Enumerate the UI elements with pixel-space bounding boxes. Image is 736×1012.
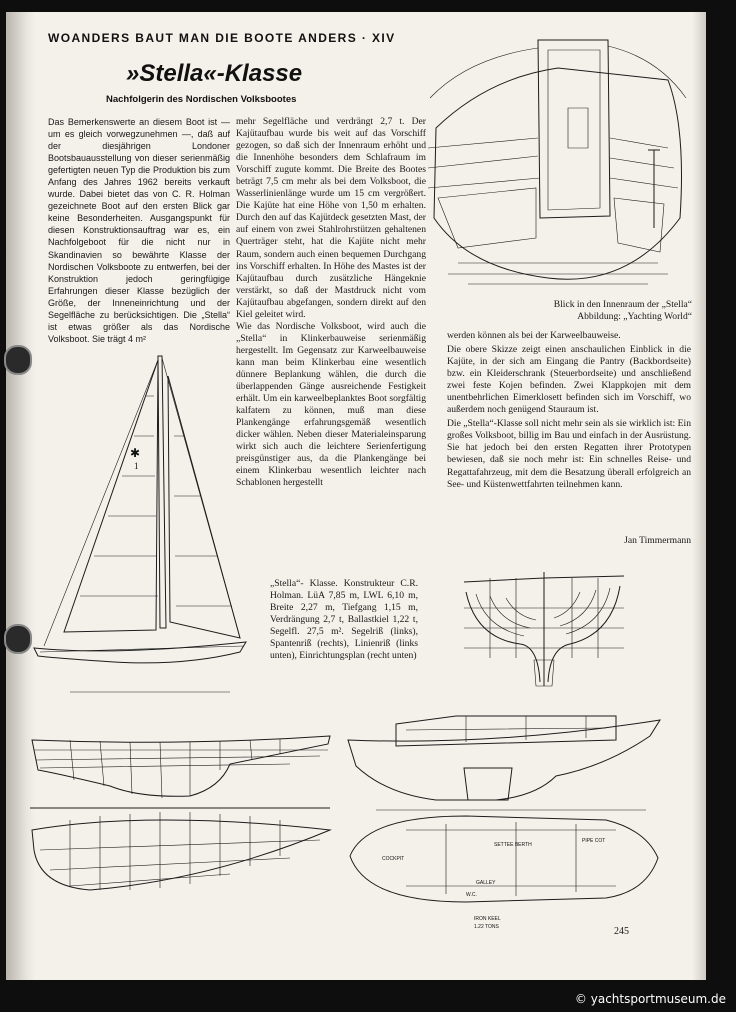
watermark-credit: © yachtsportmuseum.de [574,992,726,1006]
paragraph: Wie das Nordische Volksboot, wird auch die „Stella“ in Klinkerbauweise serienmäßig hergestellt. Im Gegensatz zur Karweelbauweise kann man beim Klinkerbau eine wesentlich dünnere Beplankung wählen, die durch die überlappenden Gänge ausreichende Festigkeit erhält. Um ein karweelbeplanktes Boot sorgfältig kalfatern zu können, muß man diese Plankengänge erfahrungsgemäß wesentlich dicker wählen. Neben dieser Materialeinsparung wirkt sich auch die leichtere Serienfertigung preisgünstiger aus, da die Plankengänge bei einem Klinkerbau wesentlich leichter nach Schablonen hergestellt [236,320,426,489]
paragraph: mehr Segelfläche und verdrängt 2,7 t. Der Kajütaufbau wurde bis weit auf das Vorschiff gezogen, so daß sich der Innenraum erhöht und die Innenhöhe besonders dem Schlafraum im Vorschiff zugute kommt. Die Breite des Bootes beträgt 7,5 cm mehr als bei dem Volksboot, die Wasserlinienlänge wurde um 15 cm vergrößert. Die Kajüte hat eine Höhe von 1,50 m erhalten. Durch den auf das Kajütdeck gesetzten Mast, der auf einem von zwei Stahlrohrstützen gehaltenen Querträger steht, hat die Kajüte nicht mehr Raum, sondern auch einen bequemen Durchgang ins Vorschiff erhalten. In Höhe des Mastes ist der Kajütaufbau durch zusätzliche Hängeknie verstärkt, so daß der Mastdruck nicht vom Kajütaufbau abgefangen, sondern direkt auf den Kiel geleitet wird. [236,116,426,320]
drawing-caption: „Stella“- Klasse. Konstrukteur C.R. Holman. LüA 7,85 m, LWL 6,10 m, Breite 2,27 m, Tiefgang 1,15 m, Verdrängung 2,7 t, Ballastkiel 1,22 t, Segelfl. 27,5 m². Segelriß (links), Spantenriß (rechts), Linienriß (links unten), Einrichtungsplan (recht unten) [270,578,418,661]
text-column-2 [236,116,426,489]
plan-label-weight: 1.22 TONS [474,924,499,930]
binder-ring [4,345,32,375]
article-subtitle: Nachfolgerin des Nordischen Volksbootes [106,94,297,105]
author-name: Jan Timmermann [624,535,691,546]
text-column-3 [447,330,691,491]
caption-line: Abbildung: „Yachting World“ [577,311,692,322]
plan-label-wc: W.C. [466,892,477,898]
page-number: 245 [614,926,629,937]
plan-label-pipe-cot: PIPE COT [582,838,606,844]
text-column-1 [48,116,230,345]
body-plan-drawing [460,568,628,688]
caption-line: Blick in den Innenraum der „Stella“ [553,299,692,310]
plan-label-cockpit: COCKPIT [382,856,405,862]
series-header: WOANDERS BAUT MAN DIE BOOTE ANDERS · XIV [48,31,396,45]
plan-label-settee: SETTEE BERTH [494,842,532,848]
accommodation-plan-drawing [346,706,664,934]
cabin-interior-sketch [428,38,690,296]
svg-text:✱: ✱ [130,446,141,460]
paragraph: werden können als bei der Karweelbauweise. [447,330,621,341]
paragraph: Das Bemerkenswerte an diesem Boot ist — um es gleich vorwegzunehmen —, daß auf der diesjährigen Londoner Bootsbauausstellung von dieser serienmäßig gefertigten neuen Typ die Produktion bis zum Anfang des Jahres 1962 bereits verkauft wurde. Dabei bietet das von C. R. Holman gezeichnete Boot auf den ersten Blick gar keine Besonderheiten. Ausgangspunkt für diesen Konstruktionsauftrag war es, ein Nachfolgeboot für die nicht nur in Skandinavien so bewährte Klasse der Nordischen Volksboote zu entwerfen, bei der Konstruktion jedoch geringfügige Erfahrungen dieser Klasse bezüglich der Größe, der Inneneinrichtung und der Segelfläche zu berücksichtigen. Die „Stella“ ist etwas größer als das Nordische Volksboot. Sie trägt 4 m² [48,117,230,344]
sail-plan-drawing [34,356,254,676]
plan-label-galley: GALLEY [476,880,496,886]
paragraph: Die obere Skizze zeigt einen anschaulichen Einblick in die Kajüte, in der sich am Eingang die Pantry (Backbordseite) bzw. ein Kleiderschrank (Steuerbordseite) und anschließend zwei feste Kojen befinden. Zwei Klappkojen mit dem unentbehrlichen Eimerklosett befinden sich im Vorschiff, wo außerdem noch genügend Stauraum ist. [447,344,691,416]
lines-plan-drawing [30,690,336,930]
interior-caption [430,299,692,323]
sail-insignia: 1 [134,461,139,471]
binder-ring [4,624,32,654]
plan-label-keel: IRON KEEL [474,916,501,922]
page-binding-right [692,12,706,980]
paragraph: Die „Stella“-Klasse soll nicht mehr sein als sie wirklich ist: Ein großes Volksboot, billig im Bau und einfach in der Ausrüstung. Sie hat jedoch bei den ersten Regatten ihrer Prototypen bewiesen, daß sie noch mehr ist: Ein schnelles Reise- und Regattafahrzeug, mit dem die Besatzung überall erfolgreich an See- und Küstenwettfahrten teilnehmen kann. [447,418,691,490]
article-title: »Stella«-Klasse [126,60,303,87]
